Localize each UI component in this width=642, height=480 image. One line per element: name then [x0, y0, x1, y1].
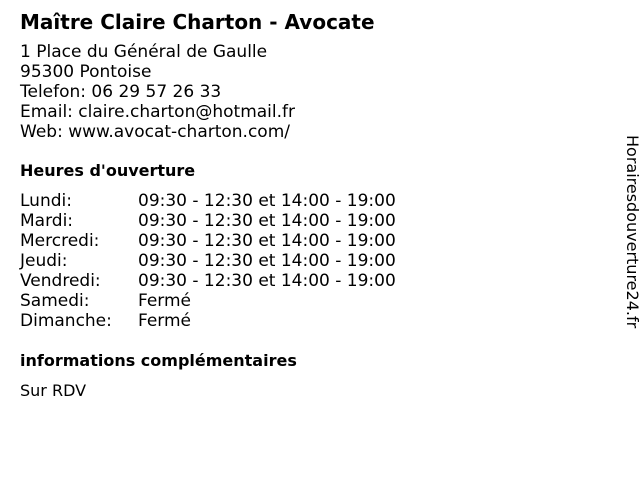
address-block — [20, 42, 610, 142]
day-label: Dimanche: — [20, 311, 112, 331]
additional-info-heading: informations complémentaires — [20, 351, 297, 370]
city-postal-code: 95300 Pontoise — [20, 62, 152, 82]
opening-hours-list — [20, 191, 610, 331]
hours-value: Fermé — [138, 291, 192, 311]
hours-value: 09:30 - 12:30 et 14:00 - 19:00 — [138, 271, 396, 291]
day-label: Samedi: — [20, 291, 90, 311]
hours-row-monday — [20, 191, 610, 211]
business-card — [20, 10, 610, 401]
hours-value: 09:30 - 12:30 et 14:00 - 19:00 — [138, 211, 396, 231]
watermark-site-name: Horairesdouverture24.fr — [623, 135, 642, 329]
day-label: Lundi: — [20, 191, 72, 211]
website-address: Web: www.avocat-charton.com/ — [20, 122, 290, 142]
day-label: Jeudi: — [20, 251, 68, 271]
hours-row-friday — [20, 271, 610, 291]
hours-row-thursday — [20, 251, 610, 271]
day-label: Vendredi: — [20, 271, 101, 291]
day-label: Mardi: — [20, 211, 74, 231]
hours-row-wednesday — [20, 231, 610, 251]
hours-row-sunday — [20, 311, 610, 331]
opening-hours-heading: Heures d'ouverture — [20, 161, 196, 180]
page-title: Maître Claire Charton - Avocate — [20, 10, 375, 34]
hours-row-tuesday — [20, 211, 610, 231]
hours-value: Fermé — [138, 311, 192, 331]
phone-number: Telefon: 06 29 57 26 33 — [20, 82, 222, 102]
hours-row-saturday — [20, 291, 610, 311]
hours-value: 09:30 - 12:30 et 14:00 - 19:00 — [138, 251, 396, 271]
email-address: Email: claire.charton@hotmail.fr — [20, 102, 295, 122]
additional-info-text: Sur RDV — [20, 381, 87, 400]
day-label: Mercredi: — [20, 231, 100, 251]
hours-value: 09:30 - 12:30 et 14:00 - 19:00 — [138, 191, 396, 211]
street-address: 1 Place du Général de Gaulle — [20, 42, 268, 62]
hours-value: 09:30 - 12:30 et 14:00 - 19:00 — [138, 231, 396, 251]
